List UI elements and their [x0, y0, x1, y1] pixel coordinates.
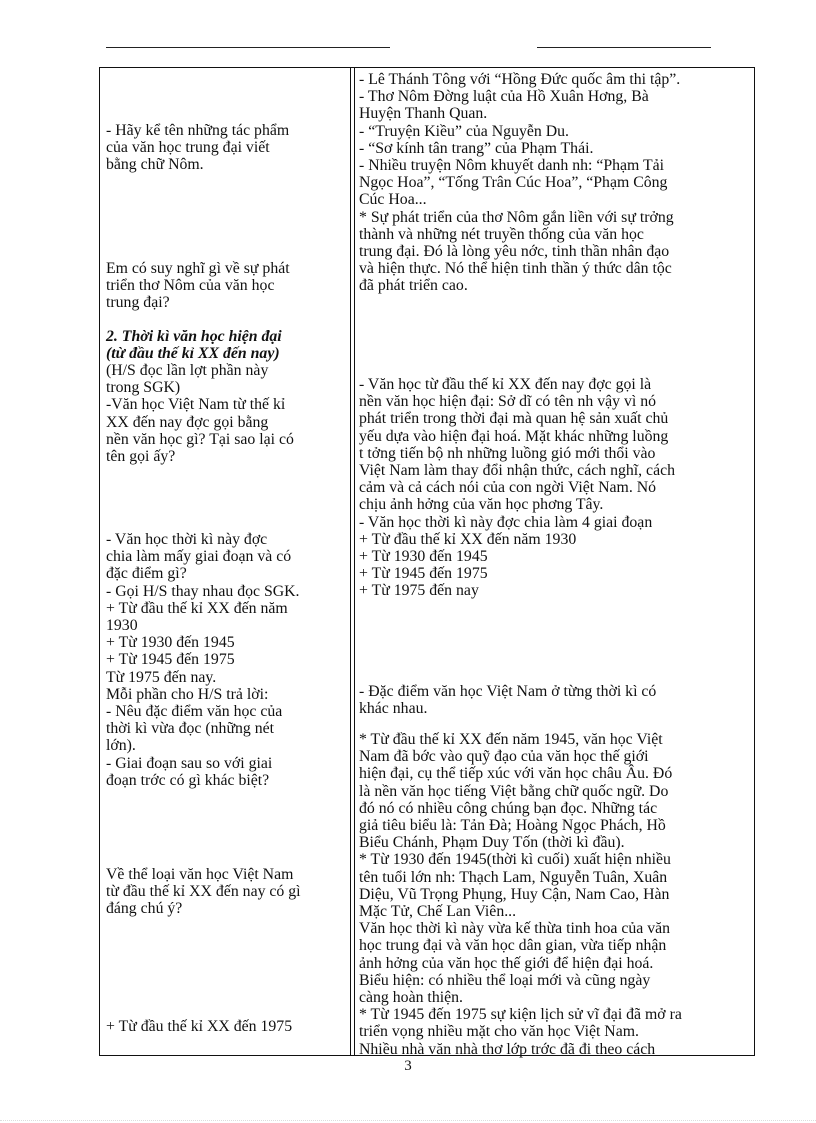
right-answer-nom-works: - Lê Thánh Tông với “Hồng Đức quốc âm thi tập”. - Thơ Nôm Đờng luật của Hồ Xuân Hơng, Bà Huyện Thanh Quan. - “Truyện Kiều” của Nguyễn Du. - “Sơ kính tân trang” của Phạm Thái. - Nhiều truyện Nôm khuyết danh nh: “Phạm Tải Ngọc Hoa”, “Tống Trân Cúc Hoa”, “Phạm Công Cúc Hoa... * Sự phát triển của thơ Nôm gắn liền với sự trởng thành và những nét truyền thống của văn học trung đại. Đó là lòng yêu nớc, tinh thần nhân đạo và hiện thực. Nó thể hiện tinh thần ý thức dân tộc đã phát triển cao.	[359, 71, 681, 295]
left-item-1945-1975: + Từ đầu thế kỉ XX đến 1975	[106, 1018, 293, 1035]
right-answer-modern-literature: - Văn học từ đầu thế kỉ XX đến nay đợc gọi là nền văn học hiện đại: Sở dĩ có tên nh vậy vì nó phát triển trong thời đại mà quan hệ sản xuất chủ yếu dựa vào hiện đại hoá. Mặt khác những luồng t tởng tiến bộ nh những luồng gió mới thổi vào Việt Nam làm thay đổi nhận thức, cách nghĩ, cách cảm và cả cách nói của con ngời Việt Nam. Nó chịu ảnh hởng của văn học phơng Tây. - Văn học thời kì này đợc chia làm 4 giai đoạn + Từ đầu thế kỉ XX đến năm 1930 + Từ 1930 đến 1945 + Từ 1945 đến 1975 + Từ 1975 đến nay	[359, 376, 675, 600]
left-question-genres: Về thể loại văn học Việt Nam từ đầu thế kỉ XX đến nay có gì đáng chú ý?	[106, 866, 301, 918]
left-question-periods: - Văn học thời kì này đợc chia làm mấy giai đoạn và có đặc điểm gì? - Gọi H/S thay nhau đọc SGK. + Từ đầu thế kỉ XX đến năm 1930 + Từ 1930 đến 1945 + Từ 1945 đến 1975 Từ 1975 đến nay. Mỗi phần cho H/S trả lời: - Nêu đặc điểm văn học của thời kì vừa đọc (những nét lớn). - Giai đoạn sau so với giai đoạn trớc có gì khác biệt?	[106, 531, 300, 789]
section-heading-modern-period: 2. Thời kì văn học hiện đại (từ đầu thế kỉ XX đến nay)	[106, 328, 282, 363]
page-number: 3	[404, 1058, 412, 1074]
column-divider	[350, 68, 351, 1055]
right-answer-characteristics: - Đặc điểm văn học Việt Nam ở từng thời kì có khác nhau.	[359, 683, 657, 718]
left-question-nom-development: Em có suy nghĩ gì về sự phát triển thơ Nôm của văn học trung đại?	[106, 260, 290, 312]
page-bottom-edge	[0, 1120, 816, 1122]
header-rule-left	[106, 47, 390, 48]
left-question-nom-works: - Hãy kể tên những tác phẩm của văn học trung đại viết bằng chữ Nôm.	[106, 122, 290, 174]
left-question-modern-literature: (H/S đọc lần lợt phần này trong SGK) -Văn học Việt Nam từ thế kỉ XX đến nay đợc gọi bằng nền văn học gì? Tại sao lại có tên gọi ấy?	[106, 362, 294, 466]
header-rule-right	[537, 47, 711, 48]
column-divider-inner	[354, 68, 355, 1055]
right-answer-periods-detail: * Từ đầu thế kỉ XX đến năm 1945, văn học Việt Nam đã bớc vào quỹ đạo của văn học thế giới hiện đại, cụ thể tiếp xúc với văn học châu Âu. Đó là nền văn học tiếng Việt bằng chữ quốc ngữ. Do đó nó có nhiều công chúng bạn đọc. Những tác giả tiêu biểu là: Tản Đà; Hoàng Ngọc Phách, Hồ Biểu Chánh, Phạm Duy Tốn (thời kì đầu). * Từ 1930 đến 1945(thời kì cuối) xuất hiện nhiều tên tuổi lớn nh: Thạch Lam, Nguyễn Tuân, Xuân Diệu, Vũ Trọng Phụng, Huy Cận, Nam Cao, Hàn Mặc Tử, Chế Lan Viên... Văn học thời kì này vừa kế thừa tinh hoa của văn học trung đại và văn học dân gian, vừa tiếp nhận ảnh hởng của văn học thế giới để hiện đại hoá. Biểu hiện: có nhiều thể loại mới và cũng ngày càng hoàn thiện. * Từ 1945 đến 1975 sự kiện lịch sử vĩ đại đã mở ra triển vọng nhiều mặt cho văn học Việt Nam. Nhiều nhà văn nhà thơ lớp trớc đã đi theo cách	[359, 731, 682, 1058]
content-table	[99, 67, 755, 1056]
